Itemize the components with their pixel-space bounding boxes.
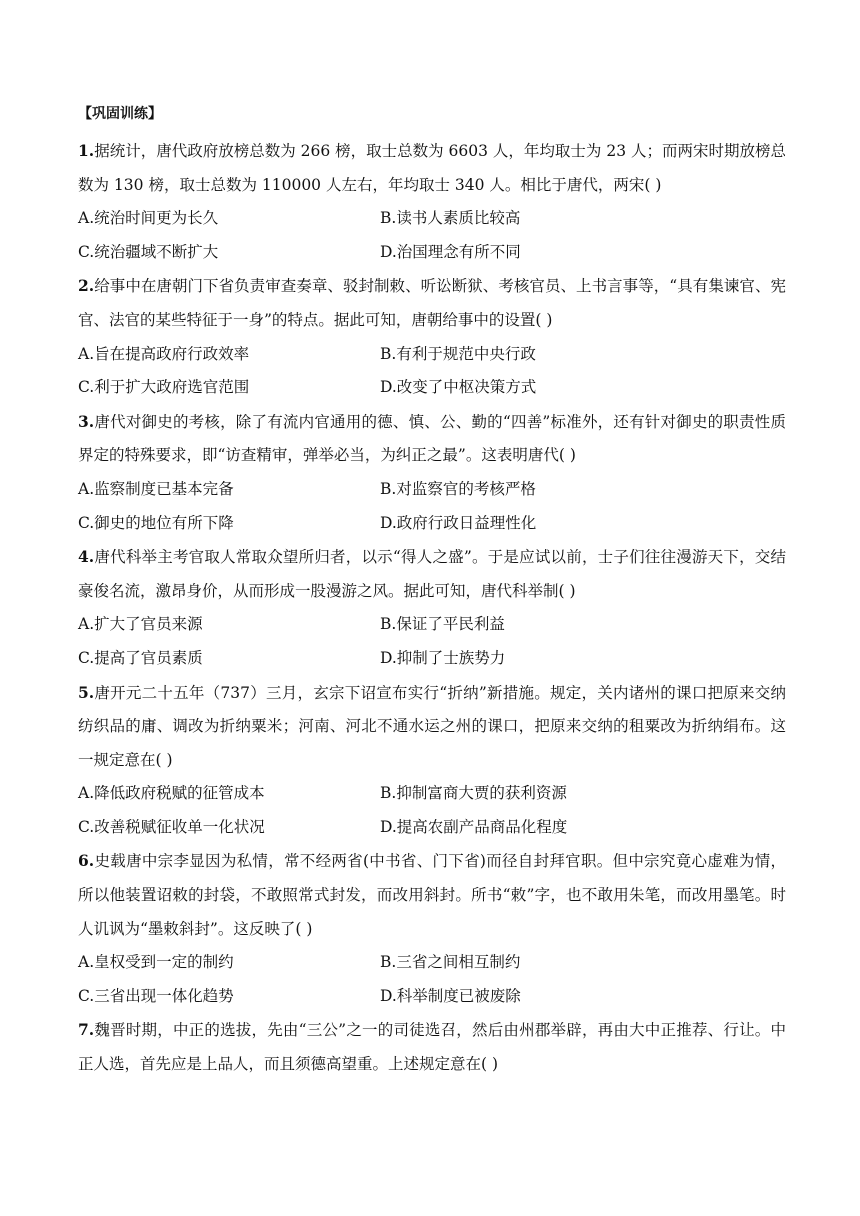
question-options [78, 608, 786, 675]
option-d: D.科举制度已被废除 [380, 986, 521, 1005]
question-options [78, 946, 786, 1013]
option-c: C.三省出现一体化趋势 [78, 986, 234, 1005]
question-3 [78, 405, 786, 540]
question-4 [78, 540, 786, 675]
question-text: 唐代科举主考官取人常取众望所归者，以示“得人之盛”。于是应试以前，士子们往往漫游天下，交结豪俊名流，激昂身价，从而形成一股漫游之风。据此可知，唐代科举制( ) [78, 548, 786, 600]
section-title: 【巩固训练】 [78, 106, 162, 122]
option-c: C.改善税赋征收单一化状况 [78, 817, 265, 836]
option-b: B.有利于规范中央行政 [380, 344, 536, 363]
question-options [78, 473, 786, 540]
question-number: 6. [78, 851, 95, 871]
option-d: D.改变了中枢决策方式 [380, 378, 537, 397]
question-text: 魏晋时期，中正的选拔，先由“三公”之一的司徒选召，然后由州郡举辟，再由大中正推荐、行让。中正人选，首先应是上品人，而且须德高望重。上述规定意在( ) [78, 1021, 786, 1074]
question-text: 唐开元二十五年（737）三月，玄宗下诏宣布实行“折纳”新措施。规定，关内诸州的课口把原来交纳纺织品的庸、调改为折纳粟米；河南、河北不通水运之州的课口，把原来交纳的租粟改为折纳绢布。这一规定意在( ) [78, 683, 786, 769]
question-number: 7. [78, 1020, 95, 1040]
option-a: A.降低政府税赋的征管成本 [78, 784, 265, 803]
option-d: D.提高农副产品商品化程度 [380, 817, 568, 836]
question-text: 史载唐中宗李显因为私情，常不经两省(中书省、门下省)而径自封拜官职。但中宗究竟心虚难为情，所以他装置诏敕的封袋，不敢照常式封发，而改用斜封。所书“敕”字，也不敢用朱笔，而改用墨笔。时人讥讽为“墨敕斜封”。这反映了( ) [78, 852, 786, 938]
question-options [78, 338, 786, 405]
option-a: A.皇权受到一定的制约 [78, 953, 234, 972]
document-page [78, 103, 786, 1082]
question-2 [78, 269, 786, 404]
question-text: 据统计，唐代政府放榜总数为 266 榜，取士总数为 6603 人，年均取士为 23 人；而两宋时期放榜总数为 130 榜，取士总数为 110000 人左右，年均取士 340 人。相比于唐代，两宋( ) [78, 142, 787, 194]
option-c: C.御史的地位有所下降 [78, 513, 234, 532]
question-stem [78, 676, 786, 778]
question-stem [78, 1013, 786, 1081]
option-b: B.保证了平民利益 [380, 615, 505, 634]
option-b: B.抑制富商大贾的获利资源 [380, 784, 567, 803]
question-stem [78, 540, 786, 608]
question-text: 唐代对御史的考核，除了有流内官通用的德、慎、公、勤的“四善”标准外，还有针对御史的职责性质界定的特殊要求，即“访查精审，弹举必当，为纠正之最”。这表明唐代( ) [78, 412, 786, 465]
question-5 [78, 676, 786, 845]
question-stem [78, 134, 786, 202]
question-number: 4. [78, 547, 95, 567]
option-b: B.对监察官的考核严格 [380, 479, 536, 498]
question-options [78, 777, 786, 844]
option-c: C.利于扩大政府选官范围 [78, 378, 250, 397]
question-number: 2. [78, 276, 95, 296]
option-a: A.监察制度已基本完备 [78, 479, 234, 498]
question-1 [78, 134, 786, 269]
question-number: 3. [78, 411, 95, 431]
question-options [78, 202, 786, 269]
option-d: D.政府行政日益理性化 [380, 513, 537, 532]
question-stem [78, 844, 786, 946]
option-d: D.治国理念有所不同 [380, 242, 521, 261]
option-d: D.抑制了士族势力 [380, 648, 506, 667]
question-number: 5. [78, 682, 95, 702]
option-c: C.统治疆域不断扩大 [78, 242, 219, 261]
question-text: 给事中在唐朝门下省负责审查奏章、驳封制敕、听讼断狱、考核官员、上书言事等，“具有集谏官、宪官、法官的某些特征于一身”的特点。据此可知，唐朝给事中的设置( ) [78, 277, 786, 329]
option-a: A.统治时间更为长久 [78, 209, 219, 228]
question-7 [78, 1013, 786, 1081]
option-a: A.扩大了官员来源 [78, 615, 203, 634]
question-number: 1. [78, 141, 95, 160]
question-stem [78, 405, 786, 473]
question-6 [78, 844, 786, 1013]
option-b: B.读书人素质比较高 [380, 209, 521, 228]
question-stem [78, 269, 786, 337]
option-a: A.旨在提高政府行政效率 [78, 344, 250, 363]
option-c: C.提高了官员素质 [78, 648, 203, 667]
option-b: B.三省之间相互制约 [380, 953, 521, 972]
